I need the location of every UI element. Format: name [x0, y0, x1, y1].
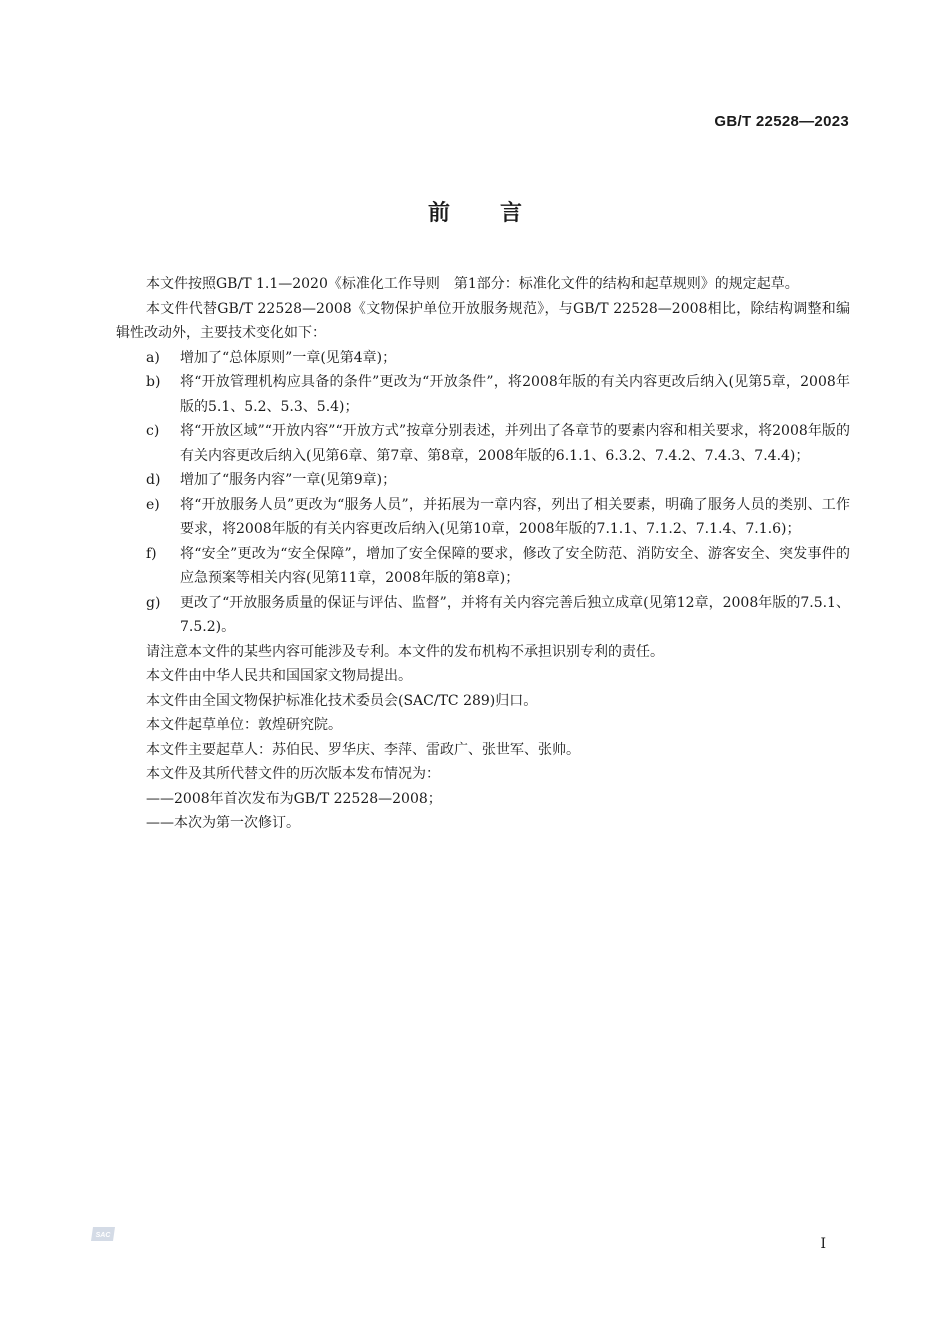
- note-paragraph: 本文件由全国文物保护标准化技术委员会(SAC/TC 289)归口。: [146, 692, 538, 709]
- note-paragraph: 本文件及其所代替文件的历次版本发布情况为：: [146, 766, 440, 782]
- note-paragraph: 请注意本文件的某些内容可能涉及专利。本文件的发布机构不承担识别专利的责任。: [146, 643, 664, 660]
- history-item: ——本次为第一次修订。: [146, 815, 300, 831]
- list-marker: g): [146, 594, 161, 611]
- list-marker: a): [146, 349, 160, 366]
- change-list-item: [116, 419, 850, 468]
- page-number: I: [820, 1236, 826, 1252]
- list-item-text: 更改了“开放服务质量的保证与评估、监督”，并将有关内容完善后独立成章(见第12章，2008年版的7.5.1、7.5.2)。: [180, 594, 850, 635]
- list-item-text: 将“开放管理机构应具备的条件”更改为“开放条件”，将2008年版的有关内容更改后纳入(见第5章，2008年版的5.1、5.2、5.3、5.4)；: [180, 374, 850, 415]
- sac-logo: [90, 1226, 116, 1242]
- list-item-text: 将“开放服务人员”更改为“服务人员”，并拓展为一章内容，列出了相关要素，明确了服务人员的类别、工作要求，将2008年版的有关内容更改后纳入(见第10章，2008年版的7.1.1、7.1.2、7.1.4、7.1.6)；: [180, 496, 850, 537]
- change-list-item: [116, 370, 850, 419]
- change-list-item: [116, 542, 850, 591]
- sac-logo-text: SAC: [95, 1232, 111, 1239]
- standard-code: GB/T 22528—2023: [714, 113, 849, 130]
- list-marker: b): [146, 374, 161, 390]
- change-list-item: [116, 591, 850, 640]
- list-marker: d): [146, 472, 161, 488]
- list-item-text: 增加了“服务内容”一章(见第9章)；: [180, 472, 397, 488]
- page-title: 前言: [427, 200, 572, 226]
- list-item-text: 增加了“总体原则”一章(见第4章)；: [180, 349, 397, 366]
- change-list-item: [116, 493, 850, 542]
- list-marker: c): [146, 423, 160, 439]
- list-item-text: 将“开放区域”“开放内容”“开放方式”按章分别表述，并列出了各章节的要素内容和相关要求，将2008年版的有关内容更改后纳入(见第6章、第7章、第8章，2008年版的6.1.1、6.3.2、7.4.2、7.4.3、7.4.4)；: [180, 423, 850, 464]
- list-item-text: 将“安全”更改为“安全保障”，增加了安全保障的要求，修改了安全防范、消防安全、游客安全、突发事件的应急预案等相关内容(见第11章，2008年版的第8章)；: [180, 545, 850, 586]
- note-paragraph: 本文件由中华人民共和国国家文物局提出。: [146, 668, 412, 684]
- note-paragraph: 本文件主要起草人：苏伯民、罗华庆、李萍、雷政广、张世军、张帅。: [146, 741, 580, 758]
- list-marker: e): [146, 496, 160, 513]
- note-paragraph: 本文件起草单位：敦煌研究院。: [146, 717, 342, 733]
- intro-paragraph: 本文件按照GB/T 1.1—2020《标准化工作导则 第1部分：标准化文件的结构和起草规则》的规定起草。: [146, 276, 799, 292]
- document-body: [116, 272, 850, 836]
- change-list-item: [116, 346, 850, 371]
- intro-paragraph: 本文件代替GB/T 22528—2008《文物保护单位开放服务规范》，与GB/T 22528—2008相比，除结构调整和编辑性改动外，主要技术变化如下：: [116, 300, 850, 341]
- list-marker: f): [146, 545, 157, 562]
- change-list-item: [116, 468, 850, 493]
- history-item: ——2008年首次发布为GB/T 22528—2008；: [146, 790, 442, 807]
